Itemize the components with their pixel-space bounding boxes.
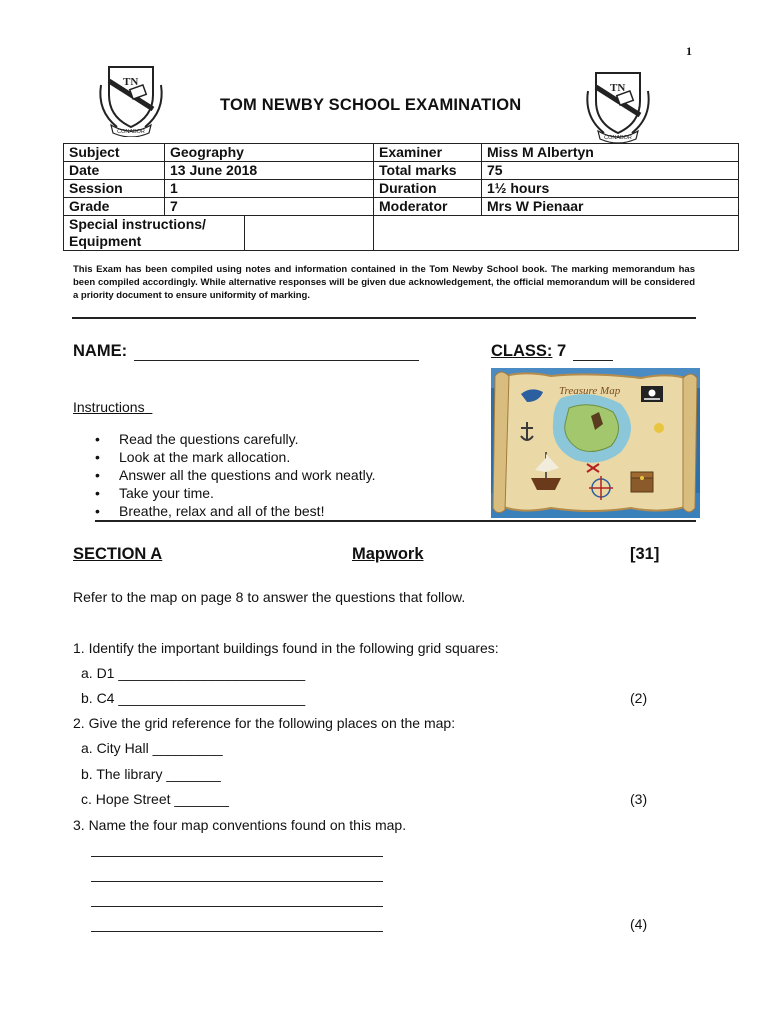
exam-info-table xyxy=(63,143,739,251)
question-3-marks: (4) xyxy=(630,916,648,932)
instruction-item: • Look at the mark allocation. xyxy=(95,448,376,466)
instructions-heading-row xyxy=(73,399,152,415)
question-1-marks: (2) xyxy=(630,690,648,706)
answer-line[interactable] xyxy=(91,931,383,932)
answer-line[interactable] xyxy=(91,856,383,857)
section-label: SECTION A xyxy=(73,545,163,563)
instruction-item: • Take your time. xyxy=(95,484,376,502)
divider-instructions xyxy=(95,520,696,522)
instructions-heading: Instructions xyxy=(73,399,145,415)
duration-label: Duration xyxy=(374,180,482,198)
svg-text:Treasure Map: Treasure Map xyxy=(559,385,621,397)
class-value: 7 xyxy=(557,342,567,360)
section-intro: Refer to the map on page 8 to answer the questions that follow. xyxy=(73,589,466,605)
moderator-value: Mrs W Pienaar xyxy=(482,198,739,216)
instruction-item: • Answer all the questions and work neatly. xyxy=(95,466,376,484)
moderator-label: Moderator xyxy=(374,198,482,216)
date-value: 13 June 2018 xyxy=(165,162,374,180)
question-1b[interactable]: b. C4 ________________________ xyxy=(81,690,306,706)
disclaimer-text: This Exam has been compiled using notes and information contained in the Tom Newby School book. The marking memorandum has been compiled accordingly. While alternative responses will be given due acknowledgement, the official memorandum will be considered a priority document to ensure uniformity of marking. xyxy=(73,264,695,301)
duration-value: 1½ hours xyxy=(482,180,739,198)
svg-text:TN: TN xyxy=(123,76,139,88)
answer-line[interactable] xyxy=(91,906,383,907)
session-label: Session xyxy=(64,180,165,198)
question-3: 3. Name the four map conventions found on this map. xyxy=(73,817,407,833)
examiner-value: Miss M Albertyn xyxy=(482,144,739,162)
special-instructions-cell xyxy=(64,216,374,251)
class-label-row xyxy=(491,342,566,361)
session-value: 1 xyxy=(165,180,374,198)
examiner-label: Examiner xyxy=(374,144,482,162)
subject-value: Geography xyxy=(165,144,374,162)
section-topic: Mapwork xyxy=(352,545,424,563)
exam-title: TOM NEWBY SCHOOL EXAMINATION xyxy=(220,96,522,114)
name-answer-line[interactable] xyxy=(134,360,419,361)
special-instructions-value xyxy=(245,216,373,250)
page-number: 1 xyxy=(686,44,692,58)
question-1a[interactable]: a. D1 ________________________ xyxy=(81,665,306,681)
question-2b[interactable]: b. The library _______ xyxy=(81,766,221,782)
grade-label: Grade xyxy=(64,198,165,216)
equipment-label: Equipment xyxy=(69,233,142,249)
svg-text:TN: TN xyxy=(610,82,626,94)
question-2-marks: (3) xyxy=(630,791,648,807)
special-instructions-blank xyxy=(374,216,739,251)
section-marks: [31] xyxy=(630,545,660,563)
instruction-item: • Breathe, relax and all of the best! xyxy=(95,502,376,520)
total-marks-value: 75 xyxy=(482,162,739,180)
grade-value: 7 xyxy=(165,198,374,216)
question-1: 1. Identify the important buildings found in the following grid squares: xyxy=(73,640,499,656)
instruction-item: • Read the questions carefully. xyxy=(95,430,376,448)
school-crest-right xyxy=(582,67,654,143)
question-2: 2. Give the grid reference for the following places on the map: xyxy=(73,715,456,731)
subject-label: Subject xyxy=(64,144,165,162)
total-marks-label: Total marks xyxy=(374,162,482,180)
special-instructions-label: Special instructions/ xyxy=(69,216,206,232)
school-crest-left xyxy=(95,61,167,137)
treasure-map-image xyxy=(491,368,700,518)
svg-text:CONABOR: CONABOR xyxy=(604,135,632,141)
svg-text:CONABOR: CONABOR xyxy=(117,129,145,135)
answer-line[interactable] xyxy=(91,881,383,882)
class-answer-line[interactable] xyxy=(573,360,613,361)
name-label: NAME: xyxy=(73,342,128,360)
class-label: CLASS: xyxy=(491,342,553,360)
date-label: Date xyxy=(64,162,165,180)
question-2a[interactable]: a. City Hall _________ xyxy=(81,740,223,756)
instructions-list xyxy=(95,430,376,520)
divider-top xyxy=(72,317,696,319)
question-2c[interactable]: c. Hope Street _______ xyxy=(81,791,229,807)
